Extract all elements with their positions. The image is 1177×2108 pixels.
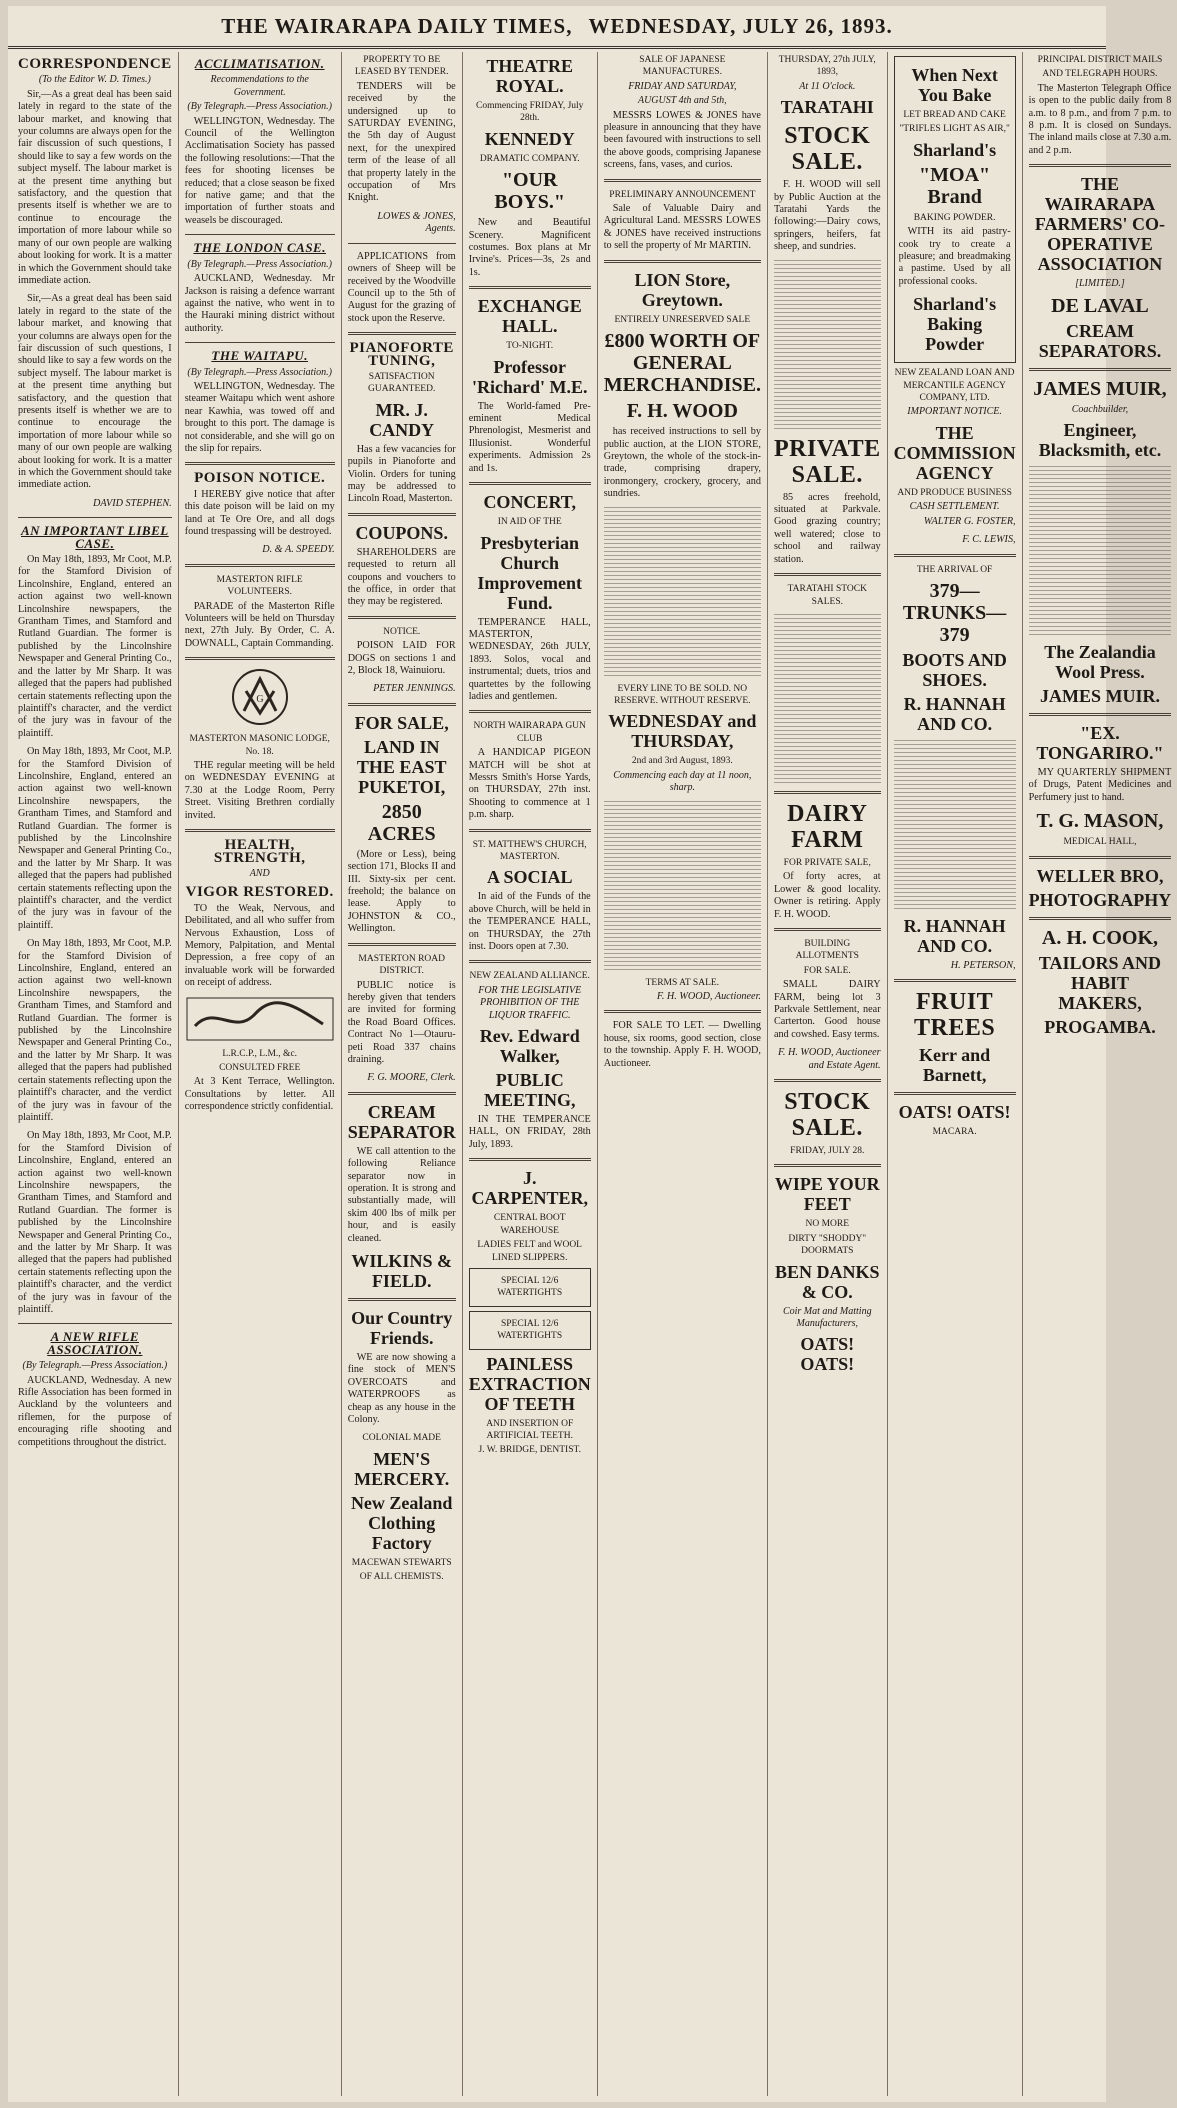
libel-text: On May 18th, 1893, Mr Coot, M.P. for the Stamford Division of Lincolnshire, England, entered an action against two well-known Lincolnshire newspapers, the Grantham Times, and Stamford and Rutland Guardian. The former is published by the Lincolnshire Newspaper and General Printing Co., and the latter by Mr Sharp. It was alleged that the papers had published certain statements reflecting upon the plaintiff's character, and the verdict of the jury was in favour of the plaintiff.	[18, 554, 172, 739]
divider	[185, 234, 335, 235]
divider	[894, 979, 1016, 982]
divider	[348, 943, 456, 946]
road-signature: F. G. MOORE, Clerk.	[367, 1072, 456, 1084]
cash: CASH SETTLEMENT.	[909, 501, 1000, 513]
hannah-2: R. HANNAH AND CO.	[903, 915, 1006, 956]
dirty: DIRTY "SHODDY" DOORMATS	[788, 1233, 867, 1257]
divider	[348, 513, 456, 516]
separator-heading: CREAM SEPARATOR	[347, 1101, 456, 1142]
concert-text: TEMPERANCE HALL, MASTERTON, WEDNESDAY, 26th JULY, 1893. Solos, vocal and instrumental; duets, trios and quartettes by the following ladies and gentlemen.	[468, 616, 591, 702]
dairy-text: Of forty acres, at Lower & good locality. Owner is retiring. Apply F. H. WOOD.	[773, 871, 881, 920]
stock-sale: STOCK SALE.	[784, 123, 871, 176]
wilkins-name: WILKINS & FIELD.	[351, 1251, 452, 1291]
progamba: PROGAMBA.	[1044, 1016, 1156, 1037]
column-7	[888, 52, 1023, 2096]
libel-text-3: On May 18th, 1893, Mr Coot, M.P. for the Stamford Division of Lincolnshire, England, entered an action against two well-known Lincolnshire newspapers, the Grantham Times, and Stamford and Rutland Guardian. The former is published by the Lincolnshire Newspaper and General Printing Co., and the latter by Mr Sharp. It was alleged that the papers had published certain statements reflecting upon the plaintiff's character, and the verdict of the jury was in favour of the plaintiff.	[18, 938, 172, 1123]
coir: Coir Mat and Matting Manufacturers,	[782, 1305, 872, 1330]
piano-sub: SATISFACTION GUARANTEED.	[368, 371, 436, 395]
divider	[1029, 164, 1172, 167]
private-sale: PRIVATE SALE.	[773, 435, 881, 488]
waitapu-text: WELLINGTON, Wednesday. The steamer Waitapu which went ashore near Kawhia, was towed off and brought to this port. The damage is not considerable, and she will go on the slip for repairs.	[184, 380, 335, 454]
vigor-heading: VIGOR RESTORED.	[185, 884, 334, 901]
to-editor: (To the Editor W. D. Times.)	[38, 74, 151, 86]
painless: PAINLESS EXTRACTION OF TEETH	[468, 1353, 591, 1414]
acres-amount: 2850 ACRES	[367, 800, 436, 845]
column-2	[179, 52, 342, 2096]
notice: IMPORTANT NOTICE.	[907, 406, 1002, 418]
banks: BEN DANKS & CO.	[775, 1261, 880, 1302]
oats-header: OATS! OATS!	[898, 1102, 1011, 1123]
fruit: FRUIT TREES	[914, 989, 996, 1042]
divider	[469, 829, 591, 832]
photography: PHOTOGRAPHY	[1028, 889, 1172, 910]
poison-signature: D. & A. SPEEDY.	[262, 544, 335, 556]
medical: MEDICAL HALL,	[1063, 837, 1137, 848]
commission: THE COMMISSION AGENCY	[893, 422, 1016, 483]
colonial-made: COLONIAL MADE	[362, 1433, 441, 1444]
column-4	[463, 52, 598, 2096]
doctor-sub: CONSULTED FREE	[219, 1062, 301, 1073]
london-heading: THE LONDON CASE.	[193, 240, 326, 256]
sharland-baking: Sharland's Baking Powder	[913, 294, 997, 355]
kaituna-stock: STOCK SALE.	[784, 1089, 871, 1141]
building: BUILDING ALLOTMENTS	[795, 938, 859, 962]
land-heading: LAND IN THE EAST PUKETOI,	[356, 736, 447, 797]
zealand: The Zealandia Wool Press.	[1044, 642, 1156, 683]
letter-text: Sir,—As a great deal has been said lately in regard to the state of the labour market, and knowing that your columns are always open for the fair discussion of such questions, I should like to say a few words on the subject myself. The labour market is at the present time anything but satisfactory, and the question that presents itself is whether we are to continue to encourage the importation of more labour while so many of our own people are walking about looking for work. It is a matter in which the Government should take immediate action.	[18, 88, 172, 286]
divider	[774, 791, 881, 794]
divider	[469, 710, 591, 713]
macewan: MACEWAN STEWARTS	[351, 1557, 452, 1568]
miller: WELLER BRO,	[1036, 865, 1164, 886]
taratahi-heading: TARATAHI STOCK SALES.	[787, 584, 867, 607]
wood-text: has received instructions to sell by public auction, at the LION STORE, Greytown, the whole of the stock-in-trade, comprising drapery, ironmongery, crockery, grocery, and sundries.	[603, 426, 761, 500]
notice-heading: NOTICE.	[383, 626, 421, 637]
divider	[18, 1323, 172, 1324]
theatre-text: New and Beautiful Scenery. Magnificent costumes. Box plans at Mr Irvine's. Prices—3s, 2s and 1s.	[468, 217, 591, 278]
private-text: 85 acres freehold, situated at Parkvale. Good grazing country; well watered; close to school and railway station.	[773, 491, 881, 565]
health-heading: HEALTH, STRENGTH,	[213, 837, 306, 866]
rifle-vol-text: PARADE of the Masterton Rifle Volunteers will be held on Thursday next, 27th July. By Order, C. A. DOWNALL, Captain Commanding.	[184, 600, 335, 649]
farmers: THE WAIRARAPA FARMERS' CO-OPERATIVE ASSOCIATION	[1034, 174, 1166, 275]
divider	[469, 960, 591, 963]
separator-text: WE call attention to the following Reliance separator now in operation. It is strong and substantially made, will skim 400 lbs of milk per hour, and is easily cleaned.	[347, 1145, 456, 1244]
commencing: Commencing each day at 11 noon, sharp.	[613, 769, 752, 794]
kerr: Kerr and Barnett,	[919, 1045, 991, 1086]
insertion: AND INSERTION OF ARTIFICIAL TEETH.	[486, 1418, 574, 1441]
exchange-sub: TO-NIGHT.	[506, 341, 554, 352]
postal-heading-2: AND TELEGRAPH HOURS.	[1042, 69, 1158, 80]
special: SPECIAL 12/6 WATERTIGHTS	[497, 1275, 563, 1299]
sale-japanese: SALE OF JAPANESE MANUFACTURES.	[639, 55, 726, 78]
for-private: FOR PRIVATE SALE,	[783, 857, 871, 868]
divider	[1029, 917, 1172, 920]
property-text: TENDERS will be received by the undersigned up to SATURDAY EVENING, the 5th day of August next, for the unexpired term of the lease of all that property lately in the occupation of Mrs Knight.	[347, 80, 456, 204]
waitapu-heading: THE WAITAPU.	[211, 348, 308, 364]
column-3	[342, 52, 463, 2096]
prelim-heading: PRELIMINARY ANNOUNCEMENT	[609, 189, 756, 200]
carpenter: J. CARPENTER,	[471, 1168, 588, 1209]
all-chemists: OF ALL CHEMISTS.	[359, 1572, 444, 1583]
special-2: SPECIAL 12/6 WATERTIGHTS	[497, 1318, 563, 1342]
sale-list-block	[604, 507, 761, 677]
wood-signature: F. H. WOOD, Auctioneer.	[656, 990, 761, 1002]
worth: £800 WORTH OF GENERAL MERCHANDISE.	[603, 330, 761, 397]
stock-text: F. H. WOOD will sell by Public Auction at the Taratahi Yards the following:—Dairy cows, springers, heifers, fat sheep, and sundries.	[773, 179, 881, 253]
theatre-sub: Commencing FRIDAY, July 28th.	[476, 101, 584, 124]
divider	[348, 332, 456, 335]
limited: [LIMITED.]	[1075, 278, 1125, 290]
friday: FRIDAY AND SATURDAY,	[628, 80, 737, 92]
divider	[1029, 368, 1172, 371]
postal-heading: PRINCIPAL DISTRICT MAILS	[1037, 55, 1163, 65]
doctor-name: L.R.C.P., L.M., &c.	[222, 1048, 298, 1059]
poison-heading: POISON NOTICE.	[194, 470, 326, 487]
letter-signature: DAVID STEPHEN.	[92, 497, 172, 509]
waitapu-source: (By Telegraph.—Press Association.)	[187, 366, 332, 378]
libel-text-2: On May 18th, 1893, Mr Coot, M.P. for the Stamford Division of Lincolnshire, England, entered an action against two well-known Lincolnshire newspapers, the Grantham Times, and Stamford and Rutland Guardian. The former is published by the Lincolnshire Newspaper and General Printing Co., and the latter by Mr Sharp. It was alleged that the papers had published certain statements reflecting upon the plaintiff's character, and the verdict of the jury was in favour of the plaintiff.	[18, 746, 172, 931]
company: DRAMATIC COMPANY.	[479, 153, 580, 164]
taratahi: TARATAHI	[780, 97, 874, 118]
poison-text: I HEREBY give notice that after this date poison will be laid on my land at Te Ore Ore, and all dogs found trespassing will be destroyed.	[184, 488, 335, 537]
muir: JAMES MUIR,	[1033, 377, 1167, 400]
fh-wood: F. H. WOOD	[626, 400, 738, 423]
acclim-heading: ACCLIMATISATION.	[194, 56, 325, 71]
engraved-signature-icon	[185, 996, 335, 1042]
london-source: (By Telegraph.—Press Association.)	[187, 258, 332, 270]
for-sale: FOR SALE.	[803, 965, 851, 976]
engineer: Engineer, Blacksmith, etc.	[1038, 420, 1162, 461]
baking-text: WITH its aid pastry-cook try to create a pleasure; and breadmaking a pastime. Used by all professional cooks.	[898, 226, 1011, 287]
divider	[604, 260, 761, 263]
nz-clothing: New Zealand Clothing Factory	[350, 1492, 453, 1553]
tongariro: "EX. TONGARIRO."	[1036, 723, 1164, 764]
road-text: PUBLIC notice is hereby given that tenders are invited for forming the Road Board Offices. Contract No 1—Otauru-peti Road 337 chains draining.	[347, 979, 456, 1065]
rifle-text: AUCKLAND, Wednesday. A new Rifle Association has been formed in Auckland by the volunteers and riflemen, for the purpose of encouraging rifle shooting and competitions throughout the district.	[18, 1374, 172, 1448]
rifle-source: (By Telegraph.—Press Association.)	[22, 1360, 168, 1372]
judge: LET BREAD AND CAKE	[903, 110, 1006, 120]
cook: A. H. COOK,	[1041, 926, 1159, 949]
health-and: AND	[249, 867, 270, 879]
church: Presbyterian Church Improvement Fund.	[477, 532, 583, 613]
thursday: THURSDAY, 27th JULY, 1893,	[778, 55, 876, 78]
divider	[1029, 713, 1172, 716]
trunks: 379—TRUNKS—379	[902, 579, 1007, 646]
acclim-text: WELLINGTON, Wednesday. The Council of the Wellington Acclimatisation Society has passed the following resolutions:—That the fees for shooting licenses be reduced; that a close season be fixed for native game; and that the importation of further stoats and weasels be discouraged.	[184, 115, 335, 226]
boots: BOOTS AND SHOES.	[902, 649, 1007, 690]
central: CENTRAL BOOT WAREHOUSE	[493, 1213, 566, 1236]
piano-name: MR. J. CANDY	[369, 399, 435, 440]
gun-heading: NORTH WAIRARAPA GUN CLUB	[473, 721, 586, 744]
divider	[1029, 856, 1172, 859]
next-bake: When Next You Bake	[911, 65, 998, 105]
de-laval: DE LAVAL	[1051, 294, 1149, 317]
social-text: In aid of the Funds of the above Church, will be held in the TEMPERANCE HALL, on THURSDAY, the 27th inst. Doors open at 7.30.	[468, 891, 591, 953]
cream: CREAM SEPARATORS.	[1038, 320, 1162, 361]
divider	[18, 517, 172, 518]
wipe: WIPE YOUR FEET	[774, 1174, 880, 1215]
nz-loan: NEW ZEALAND LOAN AND MERCANTILE AGENCY COMPANY, LTD.	[894, 368, 1015, 404]
mercery-heading: MEN'S MERCERY.	[354, 1448, 450, 1489]
libel-heading: AN IMPORTANT LIBEL CASE.	[21, 523, 169, 551]
divider	[185, 657, 335, 660]
masonic-emblem-icon	[230, 667, 290, 727]
macara: MACARA.	[932, 1127, 977, 1138]
lodge-text: THE regular meeting will be held on WEDNESDAY EVENING at 7.30 at the Lodge Room, Perry Street. Visiting Brethren cordially invited.	[184, 760, 335, 821]
wood-signature-col6: F. H. WOOD, Auctioneer and Estate Agent.	[777, 1047, 881, 1071]
stock-list-block	[774, 260, 881, 430]
correspondence-heading: CORRESPONDENCE	[18, 56, 172, 72]
sharland: Sharland's	[913, 139, 997, 160]
time: At 11 O'clock.	[799, 80, 856, 92]
public-meeting: PUBLIC MEETING,	[483, 1070, 576, 1111]
peterson: H. PETERSON,	[950, 959, 1016, 971]
dates: 2nd and 3rd August, 1893.	[631, 756, 733, 767]
meeting-text: IN THE TEMPERANCE HALL, ON FRIDAY, 28th July, 1893.	[468, 1114, 591, 1150]
divider	[185, 462, 335, 465]
divider	[774, 1079, 881, 1082]
divider	[469, 482, 591, 485]
svg-text:G: G	[256, 694, 264, 706]
divider	[774, 573, 881, 576]
special-box-2	[469, 1311, 591, 1350]
property-heading: PROPERTY TO BE LEASED BY TENDER.	[354, 55, 449, 78]
letter-text-continued: Sir,—As a great deal has been said lately in regard to the state of the labour market, and knowing that your columns are always open for the fair discussion of such questions, I should like to say a few words on the subject myself. The labour market is at the present time anything but satisfactory, and the question that presents itself is whether we are to continue to encourage the importation of more labour while so many of our own people are walking about looking for work. It is a matter in which the Government should take immediate action.	[18, 293, 172, 491]
acclim-source: (By Telegraph.—Press Association.)	[187, 101, 332, 113]
lion-store: LION Store, Greytown.	[634, 269, 731, 310]
divider	[185, 829, 335, 832]
reserve: EVERY LINE TO BE SOLD. NO RESERVE. WITHOUT RESERVE.	[614, 683, 751, 706]
libel-text-4: On May 18th, 1893, Mr Coot, M.P. for the Stamford Division of Lincolnshire, England, entered an action against two well-known Lincolnshire newspapers, the Grantham Times, and Stamford and Rutland Guardian. The former is published by the Lincolnshire Newspaper and General Printing Co., and the latter by Mr Sharp. It was alleged that the papers had published certain statements reflecting upon the plaintiff's character, and the verdict of the jury was in favour of the plaintiff.	[18, 1130, 172, 1315]
theatre-heading: THEATRE ROYAL.	[486, 56, 574, 96]
sale-heading: FOR SALE,	[354, 712, 449, 733]
postal-text: The Masterton Telegraph Office is open to the public daily from 8 a.m. to 8 p.m., and from 7 p.m. to 8 p.m. It is closed on Sundays. The inland mails close at 7.30 a.m. and 2 p.m.	[1028, 82, 1172, 156]
country-text: WE are now showing a fine stock of MEN'S OVERCOATS and WATERPROOFS as cheap as any house in the Colony.	[347, 1352, 456, 1426]
divider	[469, 286, 591, 289]
health-text: TO the Weak, Nervous, and Debilitated, and all who suffer from Nervous Exhaustion, Loss of Memory, Palpitation, and Mental Depression, a free copy of an invaluable work will be forwarded on receipt of address.	[184, 902, 335, 989]
piano-heading: PIANOFORTE TUNING,	[349, 340, 454, 369]
quarterly: MY QUARTERLY SHIPMENT of Drugs, Patent Medicines and Perfumery just to hand.	[1028, 767, 1172, 803]
divider	[469, 1158, 591, 1161]
columns	[12, 52, 1172, 2096]
lodge-heading: MASTERTON MASONIC LODGE, No. 18.	[189, 734, 330, 757]
arrival: THE ARRIVAL OF	[916, 564, 993, 575]
more: NO MORE	[805, 1219, 850, 1230]
walker: Rev. Edward Walker,	[479, 1026, 580, 1067]
masthead	[8, 6, 1106, 49]
divider	[774, 928, 881, 931]
masthead-title: THE WAIRARAPA DAILY TIMES,	[221, 13, 573, 38]
professor: Professor 'Richard' M.E.	[471, 356, 588, 397]
column-8	[1023, 52, 1177, 2096]
acclim-sub: Recommendations to the Government.	[210, 74, 309, 98]
dairy-farm: DAIRY FARM	[787, 800, 868, 853]
exchange-heading: EXCHANGE HALL.	[477, 296, 582, 337]
divider	[604, 179, 761, 182]
rifle-heading: A NEW RIFLE ASSOCIATION.	[47, 1329, 143, 1357]
divider	[894, 1092, 1016, 1095]
friday2: FRIDAY, JULY 28.	[790, 1146, 865, 1156]
coupons-heading: COUPONS.	[355, 522, 448, 543]
ladies: LADIES FELT and WOOL LINED SLIPPERS.	[477, 1240, 582, 1263]
concert-heading: CONCERT,	[483, 492, 576, 513]
rifle-vol-heading: MASTERTON RIFLE VOLUNTEERS.	[216, 574, 303, 598]
road-heading: MASTERTON ROAD DISTRICT.	[358, 953, 445, 977]
divider	[185, 342, 335, 343]
divider	[348, 1298, 456, 1301]
divider	[894, 554, 1016, 557]
muir-2: JAMES MUIR.	[1039, 686, 1160, 707]
hannah: R. HANNAH AND CO.	[903, 693, 1006, 734]
social-church: ST. MATTHEW'S CHURCH, MASTERTON.	[472, 839, 587, 862]
piano-text: Has a few vacancies for pupils in Pianoforte and Violin. Orders for tuning may be addressed to Lincoln Road, Masterton.	[347, 443, 456, 505]
woodville-text: APPLICATIONS from owners of Sheep will be received by the Woodville Council up to the 5th of August for the grazing of stock upon the Reserve.	[347, 250, 456, 324]
moa: "MOA" Brand	[919, 163, 991, 208]
property-signature: LOWES & JONES, Agents.	[377, 210, 456, 235]
alliance: NEW ZEALAND ALLIANCE.	[469, 971, 590, 982]
sale-list-block-2	[604, 801, 761, 971]
foster: WALTER G. FOSTER,	[923, 515, 1016, 527]
boots-list-block	[894, 740, 1016, 910]
notice-text: POISON LAID FOR DOGS on sections 1 and 2, Block 18, Wainuioru.	[347, 640, 456, 677]
masthead-date: WEDNESDAY, JULY 26, 1893.	[588, 13, 893, 38]
kennedy: KENNEDY	[484, 128, 575, 149]
divider	[185, 564, 335, 567]
coupons-text: SHAREHOLDERS are requested to return all coupons and vouchers to the office, in order that they may be registered.	[347, 546, 456, 608]
lewis: F. C. LEWIS,	[962, 534, 1016, 546]
tailors: TAILORS AND HABIT MAKERS,	[1038, 952, 1162, 1013]
hastings-text: FOR SALE TO LET. — Dwelling house, six rooms, good section, close to the township. Apply F. H. WOOD, Auctioneer.	[603, 1020, 761, 1069]
baking: BAKING POWDER.	[913, 212, 996, 223]
professor-text: The World-famed Pre-eminent Medical Phrenologist, Mesmerist and Illusionist. Wonderful experiments. Admission 2s and 1s.	[468, 400, 591, 474]
divider	[348, 243, 456, 244]
divider	[774, 1164, 881, 1167]
london-text: AUCKLAND, Wednesday. Mr Jackson is raising a defence warrant against the native, who went in to the Hauraki mining district without authority.	[184, 273, 335, 334]
baking-box	[894, 56, 1016, 363]
muir-block	[1029, 466, 1172, 636]
notice-signature: PETER JENNINGS.	[373, 683, 456, 695]
produce: AND PRODUCE BUSINESS	[897, 487, 1012, 498]
concert-sub: IN AID OF THE	[497, 517, 562, 528]
special-box	[469, 1268, 591, 1307]
land-text: (More or Less), being section 171, Blocks II and III. Sixty-six per cent. freehold; the balance on lease. Apply to JOHNSTON & CO., Wellington.	[347, 848, 456, 935]
prelim-text: Sale of Valuable Dairy and Agricultural Land. MESSRS LOWES & JONES have received instructions to sell the property of Mr MARTIN.	[603, 203, 761, 252]
bridge: J. W. BRIDGE, DENTIST.	[478, 1445, 581, 1456]
divider	[348, 703, 456, 706]
divider	[348, 1092, 456, 1095]
coachbuilder: Coachbuilder,	[1071, 403, 1129, 415]
social-heading: A SOCIAL	[486, 867, 573, 888]
country-heading: Our Country Friends.	[351, 1308, 453, 1348]
aug: AUGUST 4th and 5th,	[637, 95, 727, 107]
column-1	[12, 52, 179, 2096]
newspaper-page	[8, 6, 1172, 2102]
divider	[604, 1010, 761, 1013]
lowes-text: MESSRS LOWES & JONES have pleasure in announcing that they have been favoured with instructions to sell the above goods, comprising Japanese screens, fans, vases, and curios.	[603, 109, 761, 171]
wed-thur: WEDNESDAY and THURSDAY,	[608, 711, 757, 752]
oats: OATS! OATS!	[800, 1334, 855, 1375]
mason: T. G. MASON,	[1036, 810, 1164, 833]
terms: TERMS AT SALE.	[645, 977, 720, 988]
entirely: ENTIRELY UNRESERVED SALE	[614, 314, 751, 325]
play-title: "OUR BOYS."	[494, 169, 565, 214]
divider	[348, 616, 456, 619]
taratahi-dates-block	[774, 614, 881, 784]
light: "TRIFLES LIGHT AS AIR,"	[899, 124, 1010, 135]
column-5	[598, 52, 768, 2096]
sale-small: SMALL DAIRY FARM, being lot 3 Parkvale Settlement, near Carterton. Good house and cowshed. Easy terms.	[773, 979, 881, 1040]
gun-text: A HANDICAP PIGEON MATCH will be shot at Messrs Smith's Horse Yards, on THURSDAY, 27th inst. Shooting to commence at 1 p.m. sharp.	[468, 747, 591, 821]
column-6	[768, 52, 888, 2096]
doctor-text: At 3 Kent Terrace, Wellington. Consultations by letter. All correspondence strictly confidential.	[184, 1076, 335, 1113]
alliance-sub: FOR THE LEGISLATIVE PROHIBITION OF THE LIQUOR TRAFFIC.	[478, 984, 582, 1021]
